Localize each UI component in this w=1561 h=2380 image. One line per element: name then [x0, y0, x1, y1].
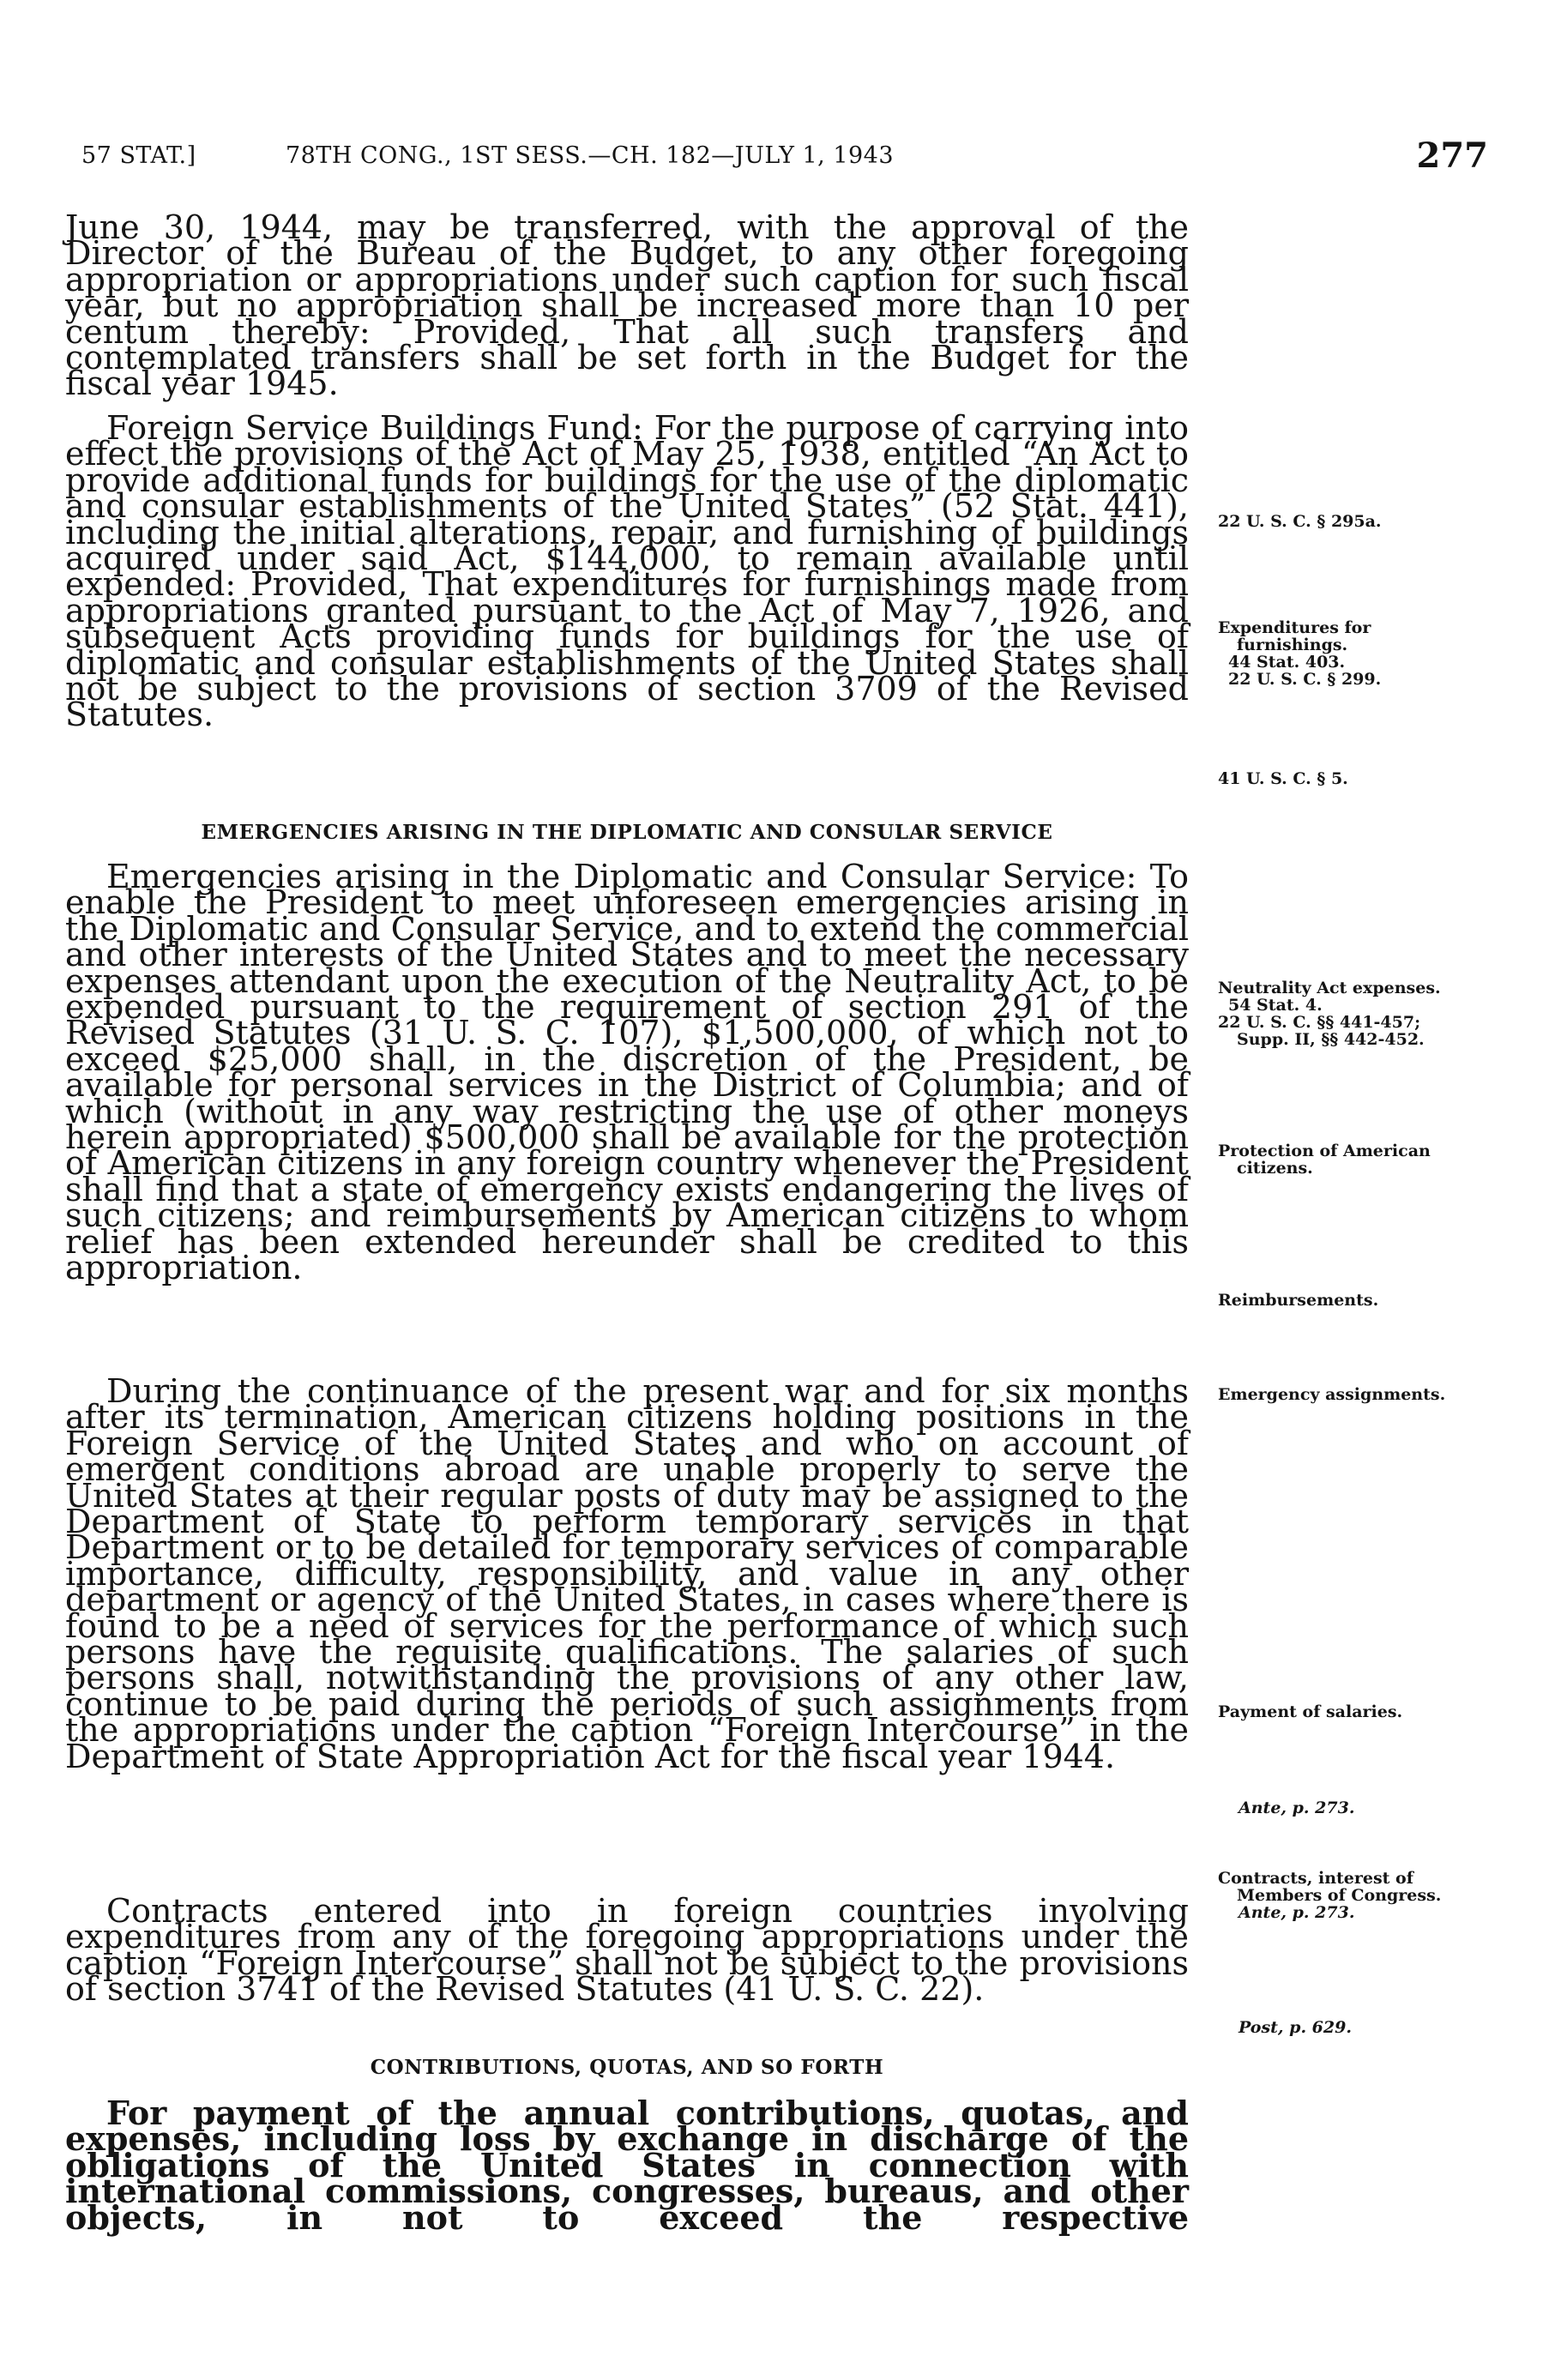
- running-header: [81, 136, 1488, 187]
- margin-note-expenditures-furnishings: [1218, 619, 1475, 688]
- section-heading-contributions: CONTRIBUTIONS, QUOTAS, AND SO FORTH: [370, 2056, 884, 2079]
- paragraph-transfer-provision: June 30, 1944, may be transferred, with the approval of the Director of the Bureau of the Budget, to any other foregoing appropriation or appropriations under such caption for such fiscal year, but no appropriation shall be increased more than 10 per centum thereby: Provided, That all such transfers and contemplated transfers shall be set forth in the Budget for the fiscal year 1945.: [65, 208, 1189, 403]
- margin-note-text: Contracts, interest of Members of Congress.: [1218, 1869, 1442, 1905]
- page-number: 277: [1416, 136, 1488, 176]
- section-heading-emergencies: EMERGENCIES ARISING IN THE DIPLOMATIC AND CONSULAR SERVICE: [201, 821, 1053, 844]
- margin-note-ante-273: Ante, p. 273.: [1239, 1799, 1355, 1817]
- margin-note-text: Expenditures for furnishings.: [1218, 618, 1371, 654]
- margin-note-text: Emergency assignments.: [1218, 1385, 1446, 1404]
- margin-note-text: Payment of salaries.: [1218, 1702, 1403, 1721]
- margin-note-text: Protection of American citizens.: [1218, 1142, 1431, 1178]
- session-chapter-date: 78TH CONG., 1ST SESS.—CH. 182—JULY 1, 1943: [286, 142, 895, 169]
- margin-note-citation: 44 Stat. 403.: [1228, 653, 1346, 672]
- margin-note-contracts-interest: [1218, 1870, 1475, 1921]
- margin-note-payment-salaries: [1218, 1703, 1475, 1720]
- main-text-column: [65, 208, 1189, 2237]
- margin-note-protection-citizens: [1218, 1142, 1475, 1177]
- margin-note-text: Neutrality Act expenses.: [1218, 979, 1441, 997]
- margin-note-citation: 22 U. S. C. § 299.: [1228, 670, 1382, 689]
- margin-note-emergency-assignments: [1218, 1386, 1475, 1403]
- paragraph-emergency-assignments: During the continuance of the present war and for six months after its termination, American citizens holding positions in the Foreign Service of the United States and who on account of emergent conditions abroad are unable properly to serve the United States at their regular posts of duty may be assigned to the Department of State to perform temporary services in that Department or to be detailed for temporary services of comparable importance, difficulty, responsibility, and value in any other department or agency of the United States, in cases where there is found to be a need of services for the performance of which such persons have the requisite qualifications. The salaries of such persons shall, notwithstanding the provisions of any other law, continue to be paid during the periods of such assignments from the appropriations under the caption “Foreign Intercourse” in the Department of State Appropriation Act for the fiscal year 1944.: [65, 1372, 1189, 1775]
- margin-note-usc-295a: 22 U. S. C. § 295a.: [1218, 512, 1382, 531]
- margin-note-citation: 22 U. S. C. §§ 441-457; Supp. II, §§ 442-452.: [1218, 1013, 1425, 1049]
- paragraph-emergencies-appropriation: Emergencies arising in the Diplomatic and Consular Service: To enable the President to meet unforeseen emergencies arising in the Diplomatic and Consular Service, and to extend the commercial and other interests of the United States and to meet the necessary expenses attendant upon the execution of the Neutrality Act, to be expended pursuant to the requirement of section 291 of the Revised Statutes (31 U. S. C. 107), $1,500,000, of which not to exceed $25,000 shall, in the discretion of the President, be available for personal services in the District of Columbia; and of which (without in any way restricting the use of other moneys herein appropriated) $500,000 shall be available for the protection of American citizens in any foreign country whenever the President shall find that a state of emergency exists endangering the lives of such citizens; and reimbursements by American citizens to whom relief has been extended hereunder shall be credited to this appropriation.: [65, 858, 1189, 1287]
- margin-note-neutrality-act: [1218, 979, 1475, 1048]
- margin-note-usc-5: 41 U. S. C. § 5.: [1218, 769, 1348, 788]
- paragraph-foreign-contracts: Contracts entered into in foreign countries involving expenditures from any of the foregoing appropriations under the caption “Foreign Intercourse” shall not be subject to the provisions of section 3741 of the Revised Statutes (41 U. S. C. 22).: [65, 1892, 1189, 2009]
- statute-volume: 57 STAT.]: [81, 142, 196, 169]
- paragraph-contributions-quotas: For payment of the annual contributions, quotas, and expenses, including loss by exchange in discharge of the obligations of the United States in connection with international commissions, congresses, bureaus, and other objects, in not to exceed the respective: [65, 2094, 1189, 2237]
- margin-note-citation: 54 Stat. 4.: [1228, 996, 1323, 1015]
- margin-note-post-629: Post, p. 629.: [1239, 2018, 1352, 2037]
- paragraph-foreign-service-buildings-fund: Foreign Service Buildings Fund: For the purpose of carrying into effect the provisions of the Act of May 25, 1938, entitled “An Act to provide additional funds for buildings for the use of the diplomatic and consular establishments of the United States” (52 Stat. 441), including the initial alterations, repair, and furnishing of buildings acquired under said Act, $144,000, to remain available until expended: Provided, That expenditures for furnishings made from appropriations granted pursuant to the Act of May 7, 1926, and subsequent Acts providing funds for buildings for the use of diplomatic and consular establishments of the United States shall not be subject to the provisions of section 3709 of the Revised Statutes.: [65, 409, 1189, 734]
- margin-note-citation: Ante, p. 273.: [1239, 1903, 1355, 1922]
- margin-note-reimbursements: Reimbursements.: [1218, 1291, 1379, 1310]
